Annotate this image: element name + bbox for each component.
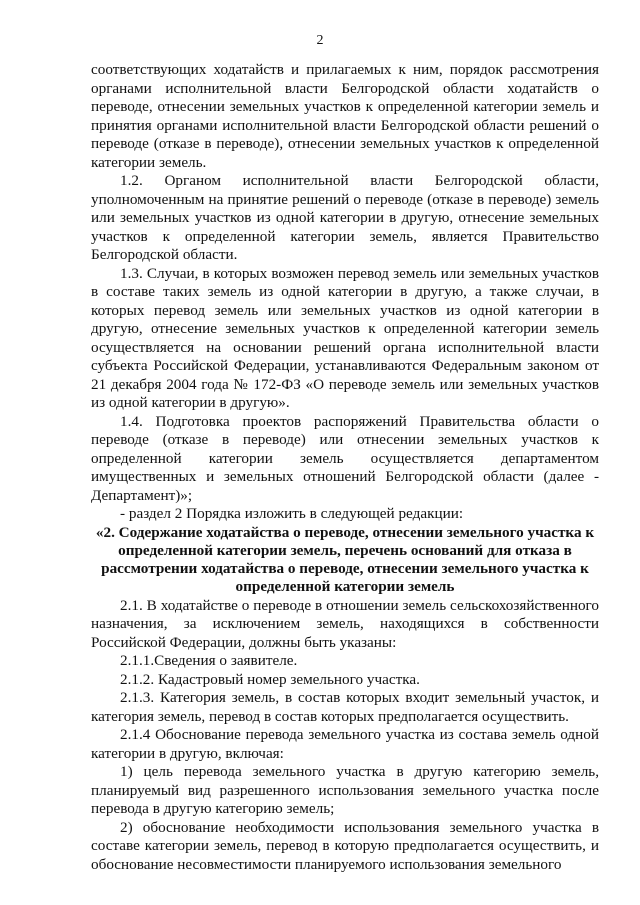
- document-body: [91, 61, 599, 874]
- list-item-2: 2) обоснование необходимости использования земельного участка в составе категории земель, перевод в которую предполагается осуществить, и обоснование несовместимости планируемого использования земельного: [91, 818, 599, 873]
- paragraph-1-4: 1.4. Подготовка проектов распоряжений Правительства области о переводе (отказе в переводе) или отнесении земельных участков к определенной категории земель осуществляется департаментом имущественных и земельных отношений Белгородской области (далее - Департамент)»;: [91, 412, 599, 504]
- paragraph-1-2: 1.2. Органом исполнительной власти Белгородской области, уполномоченным на принятие решений о переводе (отказе в переводе) земель или земельных участков из одной категории в другую, отнесение земельных участков к определенной категории земель, является Правительство Белгородской области.: [91, 172, 599, 263]
- paragraph-2-1-1: 2.1.1.Сведения о заявителе.: [120, 652, 298, 670]
- paragraph-2-1-4: 2.1.4 Обоснование перевода земельного участка из состава земель одной категории в другую, включая:: [91, 726, 599, 762]
- paragraph-2-1: 2.1. В ходатайстве о переводе в отношении земель сельскохозяйственного назначения, за исключением земель, находящихся в собственности Российской Федерации, должны быть указаны:: [91, 596, 599, 651]
- paragraph-section-2-intro: - раздел 2 Порядка изложить в следующей редакции:: [120, 505, 464, 522]
- paragraph-2-1-3: 2.1.3. Категория земель, в состав которых входит земельный участок, и категория земель, перевод в состав которых предполагается осуществить.: [91, 689, 599, 725]
- paragraph-2-1-2: 2.1.2. Кадастровый номер земельного участка.: [120, 670, 420, 688]
- paragraph-1-3: 1.3. Случаи, в которых возможен перевод земель или земельных участков в составе таких земель из одной категории в другую, а также случаи, в которых перевод земель или земельных участков из одной категории в другую, отнесение земельных участков к определенной категории земель осуществляется на основании решений органа исполнительной власти субъекта Российской Федерации, устанавливаются Федеральным законом от 21 декабря 2004 года № 172-ФЗ «О переводе земель или земельных участков из одной категории в другую».: [91, 264, 599, 411]
- paragraph-1: соответствующих ходатайств и прилагаемых к ним, порядок рассмотрения органами исполнительной власти Белгородской области ходатайств о переводе, отнесении земельных участков к определенной категории земель и принятия органами исполнительной власти Белгородской области решений о переводе (отказе в переводе), отнесении земельных участков к определенной категории земель.: [91, 61, 599, 171]
- page-number: 2: [316, 33, 324, 48]
- section-2-heading: «2. Содержание ходатайства о переводе, отнесении земельного участка к определенной категории земель, перечень оснований для отказа в рассмотрении ходатайства о переводе, отнесении земельного участка к определенной категории земель: [95, 523, 595, 596]
- list-item-1: 1) цель перевода земельного участка в другую категорию земель, планируемый вид разрешенного использования земельного участка после перевода в другую категорию земель;: [91, 763, 599, 818]
